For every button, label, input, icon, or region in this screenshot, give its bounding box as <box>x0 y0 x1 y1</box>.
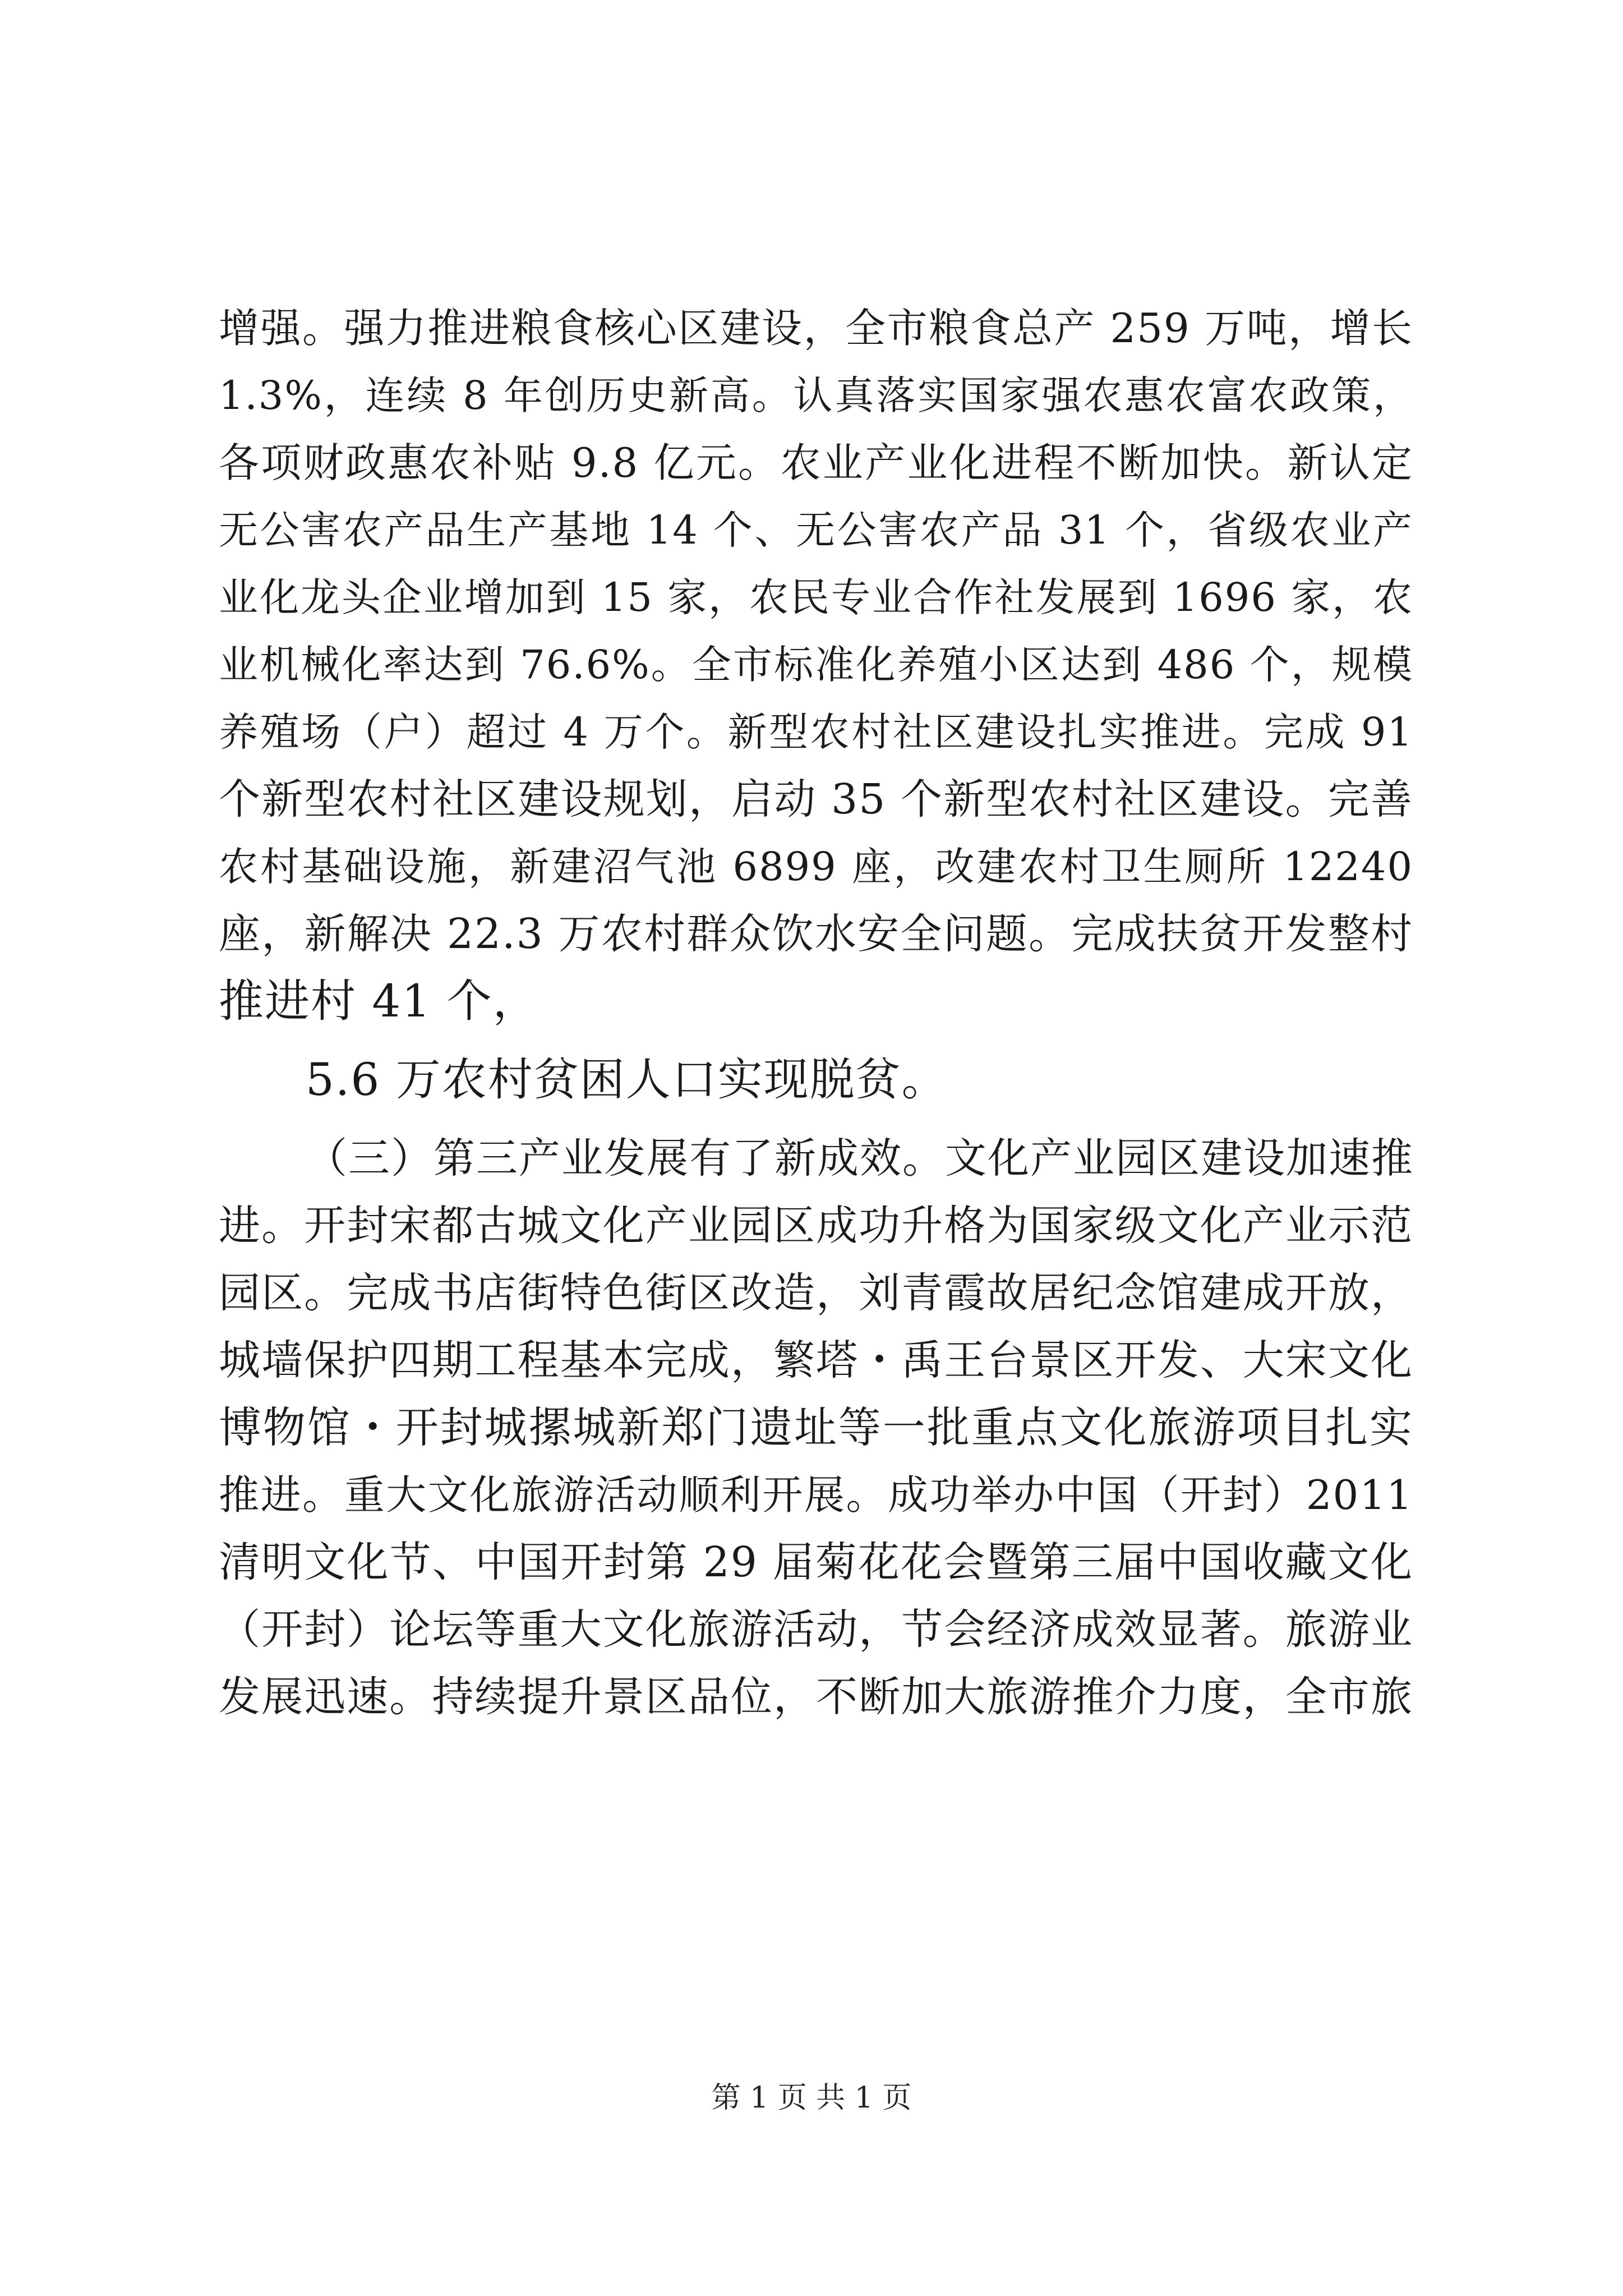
body-text-line: 清明文化节、中国开封第 29 届菊花花会暨第三届中国收藏文化 <box>219 1538 1413 1586</box>
body-text-line: 推进村 41 个， <box>219 975 539 1027</box>
page-number-footer: 第 1 页 共 1 页 <box>711 2081 912 2115</box>
body-text-line: 园区。完成书店街特色街区改造，刘青霞故居纪念馆建成开放， <box>219 1269 1413 1317</box>
body-text-line: 个新型农村社区建设规划，启动 35 个新型农村社区建设。完善 <box>219 775 1413 823</box>
body-text-line: （开封）论坛等重大文化旅游活动，节会经济成效显著。旅游业 <box>219 1605 1413 1654</box>
body-text-line: 城墙保护四期工程基本完成，繁塔・禹王台景区开发、大宋文化 <box>219 1336 1413 1384</box>
body-text-line: 座，新解决 22.3 万农村群众饮水安全问题。完成扶贫开发整村 <box>219 910 1413 958</box>
body-text-line: 5.6 万农村贫困人口实现脱贫。 <box>306 1053 948 1106</box>
body-text-line: 养殖场（户）超过 4 万个。新型农村社区建设扎实推进。完成 91 <box>219 709 1413 755</box>
body-text-line: 增强。强力推进粮食核心区建设，全市粮食总产 259 万吨，增长 <box>219 305 1413 352</box>
body-text-line: 发展迅速。持续提升景区品位，不断加大旅游推介力度，全市旅 <box>219 1673 1413 1721</box>
body-text-line: 业化龙头企业增加到 15 家，农民专业合作社发展到 1696 家，农 <box>219 574 1413 620</box>
body-text-line: 业机械化率达到 76.6%。全市标准化养殖小区达到 486 个，规模 <box>219 642 1413 688</box>
body-text-line: （三）第三产业发展有了新成效。文化产业园区建设加速推 <box>306 1134 1414 1182</box>
body-text-line: 推进。重大文化旅游活动顺利开展。成功举办中国（开封）2011 <box>219 1471 1413 1519</box>
body-text-line: 各项财政惠农补贴 9.8 亿元。农业产业化进程不断加快。新认定 <box>219 439 1413 486</box>
body-text-line: 博物馆・开封城摞城新郑门遗址等一批重点文化旅游项目扎实 <box>219 1402 1413 1452</box>
body-text-line: 农村基础设施，新建沼气池 6899 座，改建农村卫生厕所 12240 <box>219 844 1413 890</box>
body-text-line: 进。开封宋都古城文化产业园区成功升格为国家级文化产业示范 <box>219 1202 1413 1250</box>
body-text-line: 1.3%，连续 8 年创历史新高。认真落实国家强农惠农富农政策， <box>219 372 1413 418</box>
body-text-line: 无公害农产品生产基地 14 个、无公害农产品 31 个，省级农业产 <box>219 507 1413 553</box>
